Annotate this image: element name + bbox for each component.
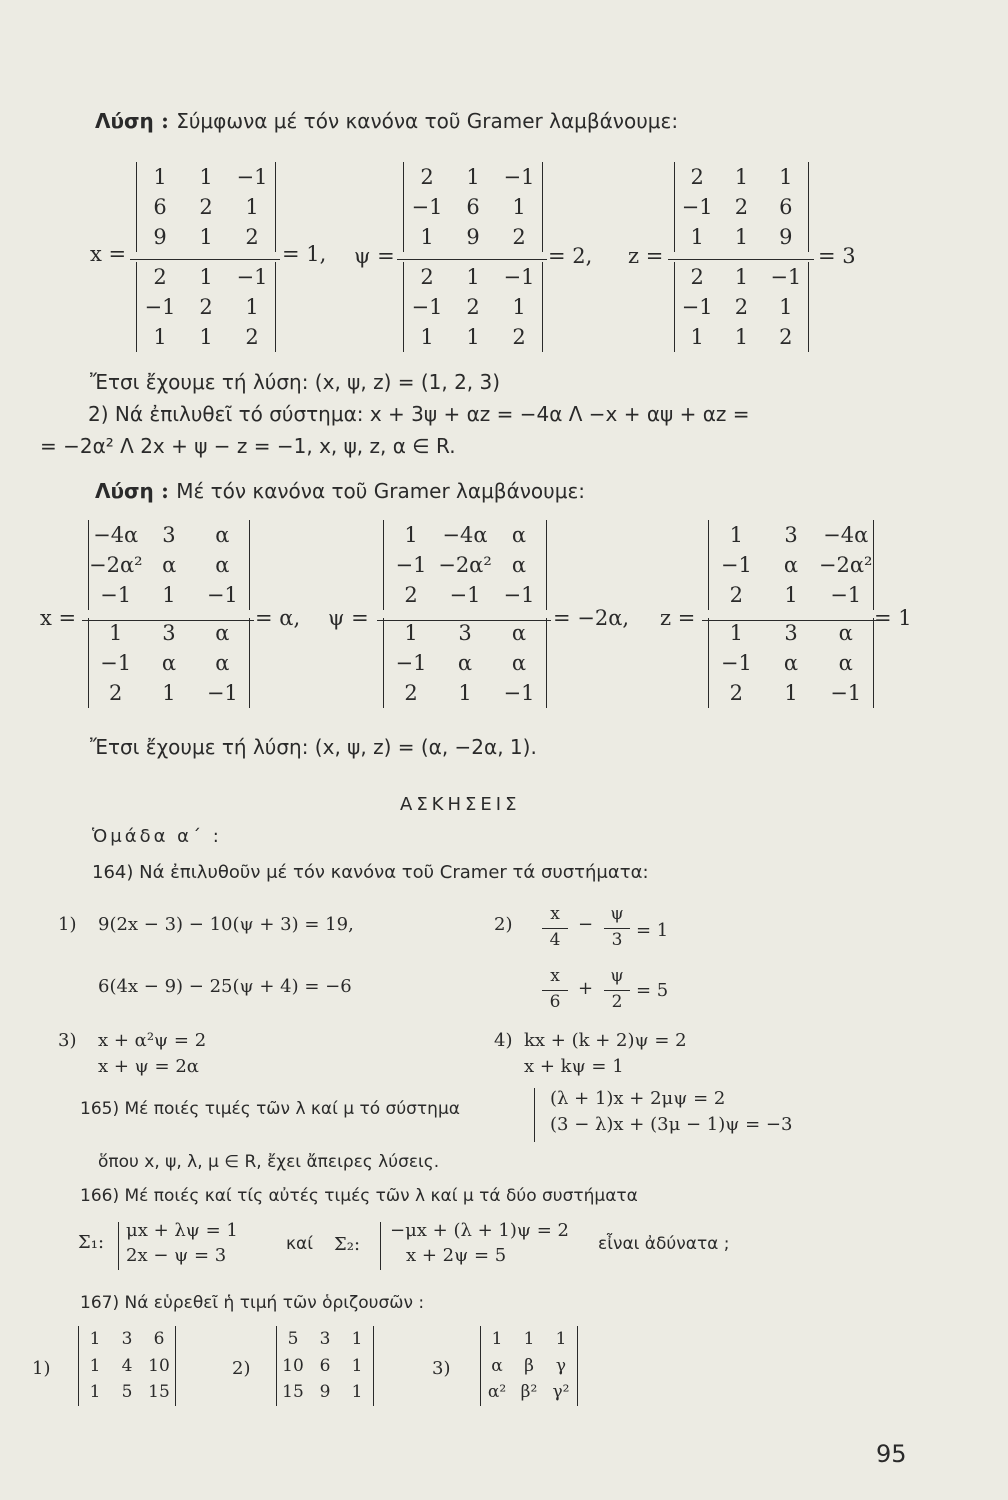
s2-z-result: = 1 [874, 606, 912, 630]
determinant-row [137, 162, 275, 192]
determinant-row [384, 550, 546, 580]
impossible-text: εἶναι ἀδύνατα ; [598, 1234, 730, 1254]
determinant-cell: 1 [162, 583, 176, 607]
determinant-cell: 15 [148, 1382, 170, 1403]
determinant-row [675, 192, 808, 222]
problem2-line1: 2) Νά ἐπιλυθεῖ τό σύστημα: x + 3ψ + αz = −4α Λ −x + αψ + αz = [88, 402, 750, 426]
determinant-cell: 1 [89, 1382, 101, 1403]
determinant-cell: α [162, 553, 177, 577]
determinant-cell: 3 [162, 621, 176, 645]
determinant-cell: γ² [552, 1382, 570, 1403]
determinant-row [404, 162, 542, 192]
determinant-row [404, 262, 542, 292]
solution1-heading: Λύση [95, 109, 154, 133]
s1-x-label: x = [90, 242, 127, 266]
determinant-cell: 1 [153, 325, 167, 349]
determinant-cell: −1 [395, 553, 427, 577]
determinant-cell: β² [520, 1382, 538, 1403]
determinant-cell: 1 [779, 295, 793, 319]
determinant-row [404, 292, 542, 322]
sys2-f4-num: ψ [610, 966, 624, 986]
determinant-cell: 1 [491, 1329, 503, 1349]
determinant-cell: α [457, 651, 473, 675]
determinant-cell: 1 [466, 165, 480, 189]
s2-x-denominator [88, 618, 250, 708]
sys1-label: 1) [58, 914, 77, 935]
determinant-row [384, 580, 546, 610]
determinant-cell: 1 [404, 621, 418, 645]
s1-x-denominator [136, 262, 276, 352]
determinant-cell: 10 [148, 1355, 170, 1376]
determinant-row [89, 520, 249, 550]
determinant-cell: −1 [770, 265, 802, 289]
determinant-cell: 1 [199, 325, 213, 349]
determinant-row [709, 550, 873, 580]
determinant-cell: −1 [411, 295, 443, 319]
solution1-intro: Σύμφωνα μέ τόν κανόνα τοῦ Gramer λαμβάνουμε: [176, 109, 679, 133]
s2-x-label: x = [40, 606, 77, 630]
solution2-result: Ἔτσι ἔχουμε τή λύση: (x, ψ, z) = (α, −2α, 1). [90, 735, 537, 759]
solution1-line: Λύση : Σύμφωνα μέ τόν κανόνα τοῦ Gramer λαμβάνουμε: [95, 108, 679, 133]
sys2-f3-den: 6 [549, 992, 561, 1012]
determinant-cell: 2 [199, 295, 213, 319]
determinant-cell: 1 [245, 295, 259, 319]
det1 [78, 1326, 176, 1406]
determinant-cell: 2 [779, 325, 793, 349]
sys2-f2-bar [604, 928, 630, 929]
determinant-row [709, 618, 873, 648]
det3 [480, 1326, 578, 1406]
determinant-cell: 3 [121, 1329, 133, 1349]
determinant-row [481, 1353, 577, 1380]
determinant-cell: 1 [89, 1355, 101, 1376]
determinant-row [384, 678, 546, 708]
determinant-cell: 1 [199, 265, 213, 289]
sys2-minus: − [578, 914, 594, 935]
determinant-cell: 1 [734, 165, 749, 189]
determinant-cell: 9 [319, 1382, 331, 1403]
determinant-cell: 2 [108, 681, 123, 705]
determinant-row [404, 222, 542, 252]
s1-psi-label: ψ = [354, 244, 395, 268]
determinant-cell: 1 [245, 195, 259, 219]
ex165-tail: ὅπου x, ψ, λ, μ ∈ R, ἔχει ἄπειρες λύσεις. [98, 1152, 440, 1172]
sys3-line1: x + α²ψ = 2 [98, 1030, 207, 1051]
determinant-cell: 1 [162, 681, 176, 705]
determinant-cell: α [511, 651, 527, 675]
sys2-f3-num: x [550, 966, 560, 986]
determinant-cell: 1 [404, 523, 418, 547]
s1-psi-numerator [403, 162, 543, 252]
determinant-cell: 1 [779, 165, 793, 189]
s1-psi-fraction-bar [397, 259, 547, 260]
determinant-cell: −1 [720, 651, 752, 675]
s2-psi-label: ψ = [328, 606, 369, 630]
s1-z-result: = 3 [818, 244, 856, 268]
sigma2-label: Σ₂: [334, 1234, 361, 1255]
determinant-row [709, 678, 873, 708]
determinant-cell: 6 [779, 195, 793, 219]
determinant-cell: −1 [503, 583, 535, 607]
determinant-cell: −1 [100, 583, 132, 607]
determinant-cell: 10 [282, 1355, 304, 1376]
determinant-cell: 2 [690, 265, 704, 289]
determinant-cell: −1 [720, 553, 752, 577]
determinant-cell: 2 [199, 195, 213, 219]
solution2-line: Λύση : Μέ τόν κανόνα τοῦ Gramer λαμβάνουμε: [95, 478, 586, 503]
determinant-row [79, 1379, 175, 1406]
determinant-cell: −1 [830, 681, 862, 705]
determinant-row [709, 580, 873, 610]
s2-x-numerator [88, 520, 250, 610]
determinant-cell: 1 [555, 1329, 567, 1349]
determinant-cell: 2 [512, 225, 526, 249]
determinant-row [137, 292, 275, 322]
determinant-cell: α [215, 523, 230, 547]
determinant-cell: γ [555, 1355, 567, 1376]
determinant-cell: 3 [784, 523, 798, 547]
determinant-row [481, 1326, 577, 1353]
s1-x-result: = 1, [282, 242, 327, 266]
group-label: Ὁμάδα α΄ : [92, 826, 222, 847]
determinant-cell: α [215, 651, 230, 675]
sigma1-label: Σ₁: [78, 1232, 105, 1253]
sys2-f2-num: ψ [610, 904, 624, 924]
sys2-f4-bar [604, 990, 630, 991]
determinant-cell: −1 [100, 651, 132, 675]
determinant-cell: −2α² [438, 553, 492, 577]
determinant-cell: −1 [503, 265, 535, 289]
determinant-cell: −1 [395, 651, 427, 675]
determinant-cell: α [783, 553, 799, 577]
determinant-cell: α [215, 621, 230, 645]
problem2-line2: = −2α² Λ 2x + ψ − z = −1, x, ψ, z, α ∈ R. [40, 434, 456, 458]
determinant-cell: −1 [236, 165, 268, 189]
determinant-cell: 1 [458, 681, 472, 705]
solution1-result: Ἔτσι ἔχουμε τή λύση: (x, ψ, z) = (1, 2, 3) [90, 370, 501, 394]
sys2-f2-den: 3 [611, 930, 623, 950]
s2-z-label: z = [660, 606, 696, 630]
determinant-cell: −1 [503, 165, 535, 189]
determinant-cell: 1 [466, 325, 480, 349]
determinant-cell: 2 [466, 295, 480, 319]
determinant-cell: 1 [690, 225, 704, 249]
determinant-row [79, 1326, 175, 1353]
determinant-cell: 1 [729, 621, 744, 645]
det2 [276, 1326, 374, 1406]
determinant-cell: 1 [512, 295, 526, 319]
determinant-cell: α² [487, 1382, 507, 1403]
determinant-cell: α [161, 651, 177, 675]
determinant-cell: 2 [404, 681, 418, 705]
determinant-cell: 9 [153, 225, 167, 249]
page-number: 95 [876, 1440, 907, 1468]
exercise-167: 167) Νά εὑρεθεῖ ἡ τιμή τῶν ὁριζουσῶν : [80, 1293, 425, 1313]
determinant-cell: −1 [206, 583, 238, 607]
s1-x-fraction-bar [130, 259, 280, 260]
determinant-cell: 1 [108, 621, 123, 645]
determinant-row [675, 162, 808, 192]
determinant-cell: 2 [245, 225, 259, 249]
det3-label: 3) [432, 1358, 451, 1379]
determinant-cell: 2 [512, 325, 526, 349]
determinant-row [277, 1379, 373, 1406]
determinant-cell: 6 [319, 1355, 331, 1376]
sys2-eq1: = 1 [636, 920, 669, 941]
determinant-cell: 1 [89, 1329, 101, 1349]
determinant-cell: 2 [420, 265, 434, 289]
determinant-row [675, 262, 808, 292]
determinant-cell: −1 [206, 681, 238, 705]
determinant-cell: 1 [466, 265, 480, 289]
determinant-cell: −1 [144, 295, 176, 319]
sys2-f1-bar [542, 928, 568, 929]
determinant-cell: −1 [503, 681, 535, 705]
determinant-row [404, 192, 542, 222]
s2-psi-numerator [383, 520, 547, 610]
determinant-row [709, 520, 873, 550]
determinant-cell: 6 [153, 1329, 165, 1349]
sigma1-eq1: μx + λψ = 1 [126, 1220, 238, 1241]
determinant-row [277, 1326, 373, 1353]
determinant-cell: 2 [690, 165, 704, 189]
exercise-166: 166) Μέ ποιές καί τίς αὐτές τιμές τῶν λ καί μ τά δύο συστήματα [80, 1186, 638, 1206]
determinant-row [404, 322, 542, 352]
determinant-row [384, 618, 546, 648]
sys2-f3-bar [542, 990, 568, 991]
sigma1-eq2: 2x − ψ = 3 [126, 1245, 227, 1266]
determinant-cell: 2 [729, 681, 744, 705]
determinant-cell: 1 [351, 1355, 363, 1376]
determinant-cell: 1 [199, 225, 213, 249]
determinant-cell: 1 [729, 523, 744, 547]
determinant-cell: 5 [287, 1329, 299, 1349]
sigma2-eq1: −μx + (λ + 1)ψ = 2 [390, 1220, 569, 1241]
det1-label: 1) [32, 1358, 51, 1379]
sys2-plus: + [578, 978, 594, 999]
determinant-cell: 2 [245, 325, 259, 349]
determinant-cell: 9 [779, 225, 793, 249]
determinant-cell: 1 [153, 165, 167, 189]
determinant-cell: −1 [236, 265, 268, 289]
determinant-cell: −1 [449, 583, 481, 607]
determinant-cell: 2 [729, 583, 744, 607]
determinant-cell: 4 [121, 1355, 133, 1376]
determinant-cell: −1 [830, 583, 862, 607]
determinant-row [137, 322, 275, 352]
determinant-row [675, 292, 808, 322]
exercise-164: 164) Νά ἐπιλυθοῦν μέ τόν κανόνα τοῦ Cramer τά συστήματα: [92, 862, 649, 883]
determinant-cell: 1 [523, 1329, 535, 1349]
s1-psi-denominator [403, 262, 543, 352]
determinant-row [384, 648, 546, 678]
determinant-cell: 1 [784, 681, 798, 705]
s1-z-numerator [674, 162, 809, 252]
determinant-row [79, 1353, 175, 1380]
det2-label: 2) [232, 1358, 251, 1379]
determinant-cell: −4α [93, 523, 139, 547]
determinant-cell: α [511, 553, 527, 577]
determinant-cell: 3 [162, 523, 176, 547]
s2-psi-result: = −2α, [553, 606, 630, 630]
determinant-cell: 1 [420, 225, 434, 249]
determinant-row [89, 580, 249, 610]
sys3-line2: x + ψ = 2α [98, 1056, 199, 1077]
determinant-row [137, 262, 275, 292]
determinant-row [709, 648, 873, 678]
sys3-label: 3) [58, 1030, 77, 1051]
s2-z-numerator [708, 520, 874, 610]
determinant-row [89, 678, 249, 708]
determinant-cell: 3 [458, 621, 472, 645]
exercises-title: ΑΣΚΗΣΕΙΣ [400, 794, 521, 815]
determinant-cell: −1 [681, 295, 713, 319]
determinant-row [137, 222, 275, 252]
s1-z-label: z = [628, 244, 664, 268]
solution2-heading: Λύση [95, 479, 154, 503]
determinant-cell: 15 [282, 1382, 304, 1403]
determinant-cell: 1 [199, 165, 213, 189]
determinant-cell: −4α [823, 523, 869, 547]
determinant-cell: α [783, 651, 799, 675]
sys4-label: 4) [494, 1030, 513, 1051]
determinant-row [675, 322, 808, 352]
determinant-cell: 2 [734, 195, 749, 219]
s1-z-denominator [674, 262, 809, 352]
sys2-label: 2) [494, 914, 513, 935]
ex165-eq1: (λ + 1)x + 2μψ = 2 [550, 1088, 726, 1109]
sys1-line2: 6(4x − 9) − 25(ψ + 4) = −6 [98, 976, 352, 997]
determinant-cell: 1 [351, 1382, 363, 1403]
sys1-line1: 9(2x − 3) − 10(ψ + 3) = 19, [98, 914, 354, 935]
sys2-f4-den: 2 [611, 992, 623, 1012]
determinant-cell: 1 [351, 1329, 363, 1349]
determinant-cell: α [838, 621, 853, 645]
exercise-165: 165) Μέ ποιές τιμές τῶν λ καί μ τό σύστημα [80, 1099, 460, 1119]
sigma2-eq2: x + 2ψ = 5 [406, 1245, 507, 1266]
s1-z-fraction-bar [668, 259, 814, 260]
determinant-cell: α [838, 651, 853, 675]
determinant-cell: α [215, 553, 230, 577]
determinant-cell: 6 [466, 195, 480, 219]
determinant-cell: 3 [784, 621, 798, 645]
determinant-row [89, 648, 249, 678]
ex165-eq2: (3 − λ)x + (3μ − 1)ψ = −3 [550, 1114, 793, 1135]
sys4-line1: kx + (k + 2)ψ = 2 [524, 1030, 687, 1051]
sys2-eq2: = 5 [636, 980, 669, 1001]
sys2-f1-num: x [550, 904, 560, 924]
determinant-row [89, 550, 249, 580]
determinant-cell: 1 [734, 265, 749, 289]
determinant-cell: 2 [420, 165, 434, 189]
determinant-cell: 2 [153, 265, 167, 289]
determinant-cell: −2α² [89, 553, 143, 577]
determinant-row [89, 618, 249, 648]
sigma1-bar [118, 1222, 119, 1270]
determinant-cell: α [491, 1355, 503, 1376]
s1-x-numerator [136, 162, 276, 252]
determinant-cell: 2 [404, 583, 418, 607]
s2-x-result: = α, [255, 606, 301, 630]
determinant-cell: α [511, 621, 527, 645]
ex165-brace [534, 1088, 535, 1142]
sys4-line2: x + kψ = 1 [524, 1056, 624, 1077]
determinant-cell: 1 [512, 195, 526, 219]
determinant-cell: 1 [420, 325, 434, 349]
determinant-cell: α [511, 523, 527, 547]
sigma2-bar [380, 1222, 381, 1270]
determinant-row [384, 520, 546, 550]
determinant-cell: 1 [734, 325, 749, 349]
determinant-cell: 5 [121, 1382, 133, 1403]
determinant-cell: 3 [319, 1329, 331, 1349]
sys2-f1-den: 4 [549, 930, 561, 950]
s1-psi-result: = 2, [548, 244, 593, 268]
determinant-row [481, 1379, 577, 1406]
determinant-cell: −4α [442, 523, 488, 547]
determinant-row [277, 1353, 373, 1380]
s2-z-denominator [708, 618, 874, 708]
determinant-cell: 6 [153, 195, 167, 219]
and-word: καί [286, 1234, 313, 1254]
determinant-cell: −1 [411, 195, 443, 219]
determinant-cell: 1 [784, 583, 798, 607]
determinant-cell: 1 [734, 225, 749, 249]
determinant-cell: β [524, 1355, 534, 1376]
determinant-cell: 9 [466, 225, 480, 249]
determinant-row [675, 222, 808, 252]
determinant-cell: −1 [681, 195, 713, 219]
s2-psi-denominator [383, 618, 547, 708]
determinant-cell: 1 [690, 325, 704, 349]
determinant-row [137, 192, 275, 222]
solution2-intro: Μέ τόν κανόνα τοῦ Gramer λαμβάνουμε: [176, 479, 586, 503]
determinant-cell: 2 [734, 295, 749, 319]
determinant-cell: −2α² [818, 553, 873, 577]
